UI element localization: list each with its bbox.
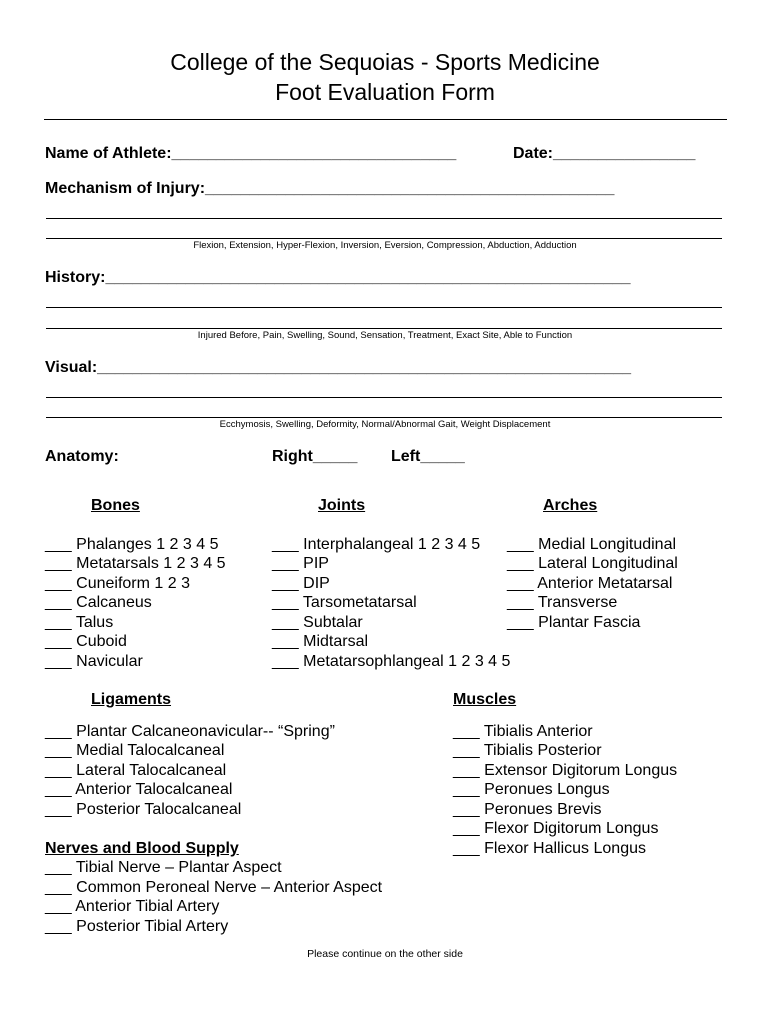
arches-item[interactable]: ___ Medial Longitudinal	[507, 536, 677, 553]
joints-item[interactable]: ___ Tarsometatarsal	[272, 594, 417, 611]
arches-heading: Arches	[543, 497, 598, 514]
joints-item[interactable]: ___ Interphalangeal 1 2 3 4 5	[272, 536, 481, 553]
ligaments-item[interactable]: ___ Medial Talocalcaneal	[45, 742, 225, 759]
mechanism-line[interactable]	[46, 218, 722, 219]
joints-item[interactable]: ___ PIP	[272, 555, 329, 572]
nerves-item[interactable]: ___ Anterior Tibial Artery	[45, 898, 220, 915]
mechanism-line[interactable]	[46, 238, 722, 239]
muscles-item[interactable]: ___ Flexor Hallicus Longus	[453, 840, 646, 857]
bones-item[interactable]: ___ Talus	[45, 614, 114, 631]
joints-item[interactable]: ___ DIP	[272, 575, 330, 592]
nerves-item[interactable]: ___ Common Peroneal Nerve – Anterior Aspect	[45, 879, 383, 896]
visual-field[interactable]: Visual:____________________________________________________________	[45, 359, 632, 376]
bones-item[interactable]: ___ Calcaneus	[45, 594, 152, 611]
bones-item[interactable]: ___ Metatarsals 1 2 3 4 5	[45, 555, 226, 572]
bones-item[interactable]: ___ Phalanges 1 2 3 4 5	[45, 536, 219, 553]
joints-heading: Joints	[318, 497, 366, 514]
visual-hint: Ecchymosis, Swelling, Deformity, Normal/Abnormal Gait, Weight Displacement	[219, 419, 551, 430]
bones-item[interactable]: ___ Cuneiform 1 2 3	[45, 575, 190, 592]
ligaments-item[interactable]: ___ Posterior Talocalcaneal	[45, 801, 242, 818]
arches-item[interactable]: ___ Anterior Metatarsal	[507, 575, 673, 592]
muscles-item[interactable]: ___ Flexor Digitorum Longus	[453, 820, 659, 837]
joints-item[interactable]: ___ Midtarsal	[272, 633, 369, 650]
mechanism-of-injury-field[interactable]: Mechanism of Injury:______________________________________________	[45, 180, 615, 197]
ligaments-heading: Ligaments	[91, 691, 172, 708]
visual-line[interactable]	[46, 397, 722, 398]
history-line[interactable]	[46, 307, 722, 308]
history-hint: Injured Before, Pain, Swelling, Sound, Sensation, Treatment, Exact Site, Able to Function	[197, 330, 573, 341]
muscles-heading: Muscles	[453, 691, 517, 708]
ligaments-item[interactable]: ___ Plantar Calcaneonavicular-- “Spring”	[45, 723, 335, 740]
arches-item[interactable]: ___ Lateral Longitudinal	[507, 555, 678, 572]
arches-item[interactable]: ___ Plantar Fascia	[507, 614, 641, 631]
form-title: College of the Sequoias - Sports Medicine	[170, 49, 600, 75]
athlete-name-field[interactable]: Name of Athlete:________________________________	[45, 145, 457, 162]
muscles-item[interactable]: ___ Peronues Brevis	[453, 801, 602, 818]
muscles-item[interactable]: ___ Peronues Longus	[453, 781, 610, 798]
mechanism-hint: Flexion, Extension, Hyper-Flexion, Inversion, Eversion, Compression, Abduction, Adduction	[193, 240, 577, 251]
visual-line[interactable]	[46, 417, 722, 418]
header-divider	[44, 119, 727, 120]
anatomy-left-field[interactable]: Left_____	[391, 448, 465, 465]
muscles-item[interactable]: ___ Tibialis Posterior	[453, 742, 602, 759]
joints-item[interactable]: ___ Subtalar	[272, 614, 363, 631]
history-field[interactable]: History:___________________________________________________________	[45, 269, 631, 286]
continue-note: Please continue on the other side	[307, 948, 463, 960]
history-line[interactable]	[46, 328, 722, 329]
muscles-item[interactable]: ___ Tibialis Anterior	[453, 723, 593, 740]
bones-item[interactable]: ___ Navicular	[45, 653, 143, 670]
nerves-item[interactable]: ___ Tibial Nerve – Plantar Aspect	[45, 859, 282, 876]
joints-item[interactable]: ___ Metatarsophlangeal 1 2 3 4 5	[272, 653, 511, 670]
arches-item[interactable]: ___ Transverse	[507, 594, 618, 611]
bones-item[interactable]: ___ Cuboid	[45, 633, 127, 650]
ligaments-item[interactable]: ___ Anterior Talocalcaneal	[45, 781, 233, 798]
nerves-heading: Nerves and Blood Supply	[45, 840, 239, 857]
bones-heading: Bones	[91, 497, 140, 514]
date-field[interactable]: Date:________________	[513, 145, 696, 162]
ligaments-item[interactable]: ___ Lateral Talocalcaneal	[45, 762, 227, 779]
muscles-item[interactable]: ___ Extensor Digitorum Longus	[453, 762, 678, 779]
nerves-item[interactable]: ___ Posterior Tibial Artery	[45, 918, 229, 935]
anatomy-label: Anatomy:	[45, 448, 119, 465]
anatomy-right-field[interactable]: Right_____	[272, 448, 358, 465]
form-subtitle: Foot Evaluation Form	[275, 79, 495, 105]
